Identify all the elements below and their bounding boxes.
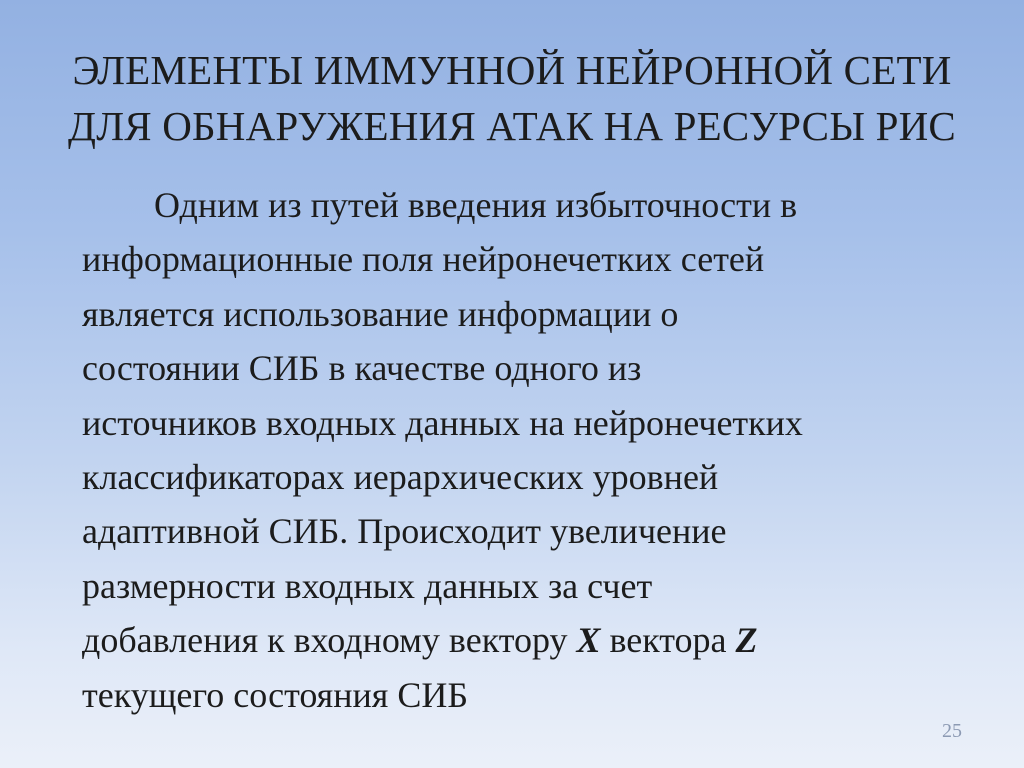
body-line-4: состоянии СИБ в качестве одного из — [82, 348, 642, 389]
body-line-10: текущего состояния СИБ — [82, 674, 469, 715]
vector-z-symbol: Z — [735, 620, 758, 661]
body-line-9-text-start: добавления к входному вектору — [82, 620, 577, 661]
body-line-6: классификаторах иерархических уровней — [82, 457, 719, 498]
slide-title-line-2: ДЛЯ ОБНАРУЖЕНИЯ АТАК НА РЕСУРСЫ РИС — [68, 103, 956, 149]
body-line-9 — [82, 613, 1012, 667]
body-line-3: является использование информации о — [82, 293, 679, 334]
body-line-5: источников входных данных на нейронечетких — [82, 402, 803, 443]
body-line-9-text-middle: вектора — [600, 620, 736, 661]
slide-page-number: 25 — [942, 720, 962, 742]
slide-title-line-1: ЭЛЕМЕНТЫ ИММУННОЙ НЕЙРОННОЙ СЕТИ — [72, 47, 952, 93]
slide-title — [0, 42, 1024, 154]
body-line-8: размерности входных данных за счет — [82, 565, 653, 606]
body-line-2: информационные поля нейронечетких сетей — [82, 239, 765, 280]
vector-x-symbol: X — [576, 620, 601, 661]
body-line-1: Одним из путей введения избыточности в — [154, 185, 798, 225]
slide-body-paragraph — [82, 178, 1012, 722]
body-line-7: адаптивной СИБ. Происходит увеличение — [82, 511, 727, 552]
